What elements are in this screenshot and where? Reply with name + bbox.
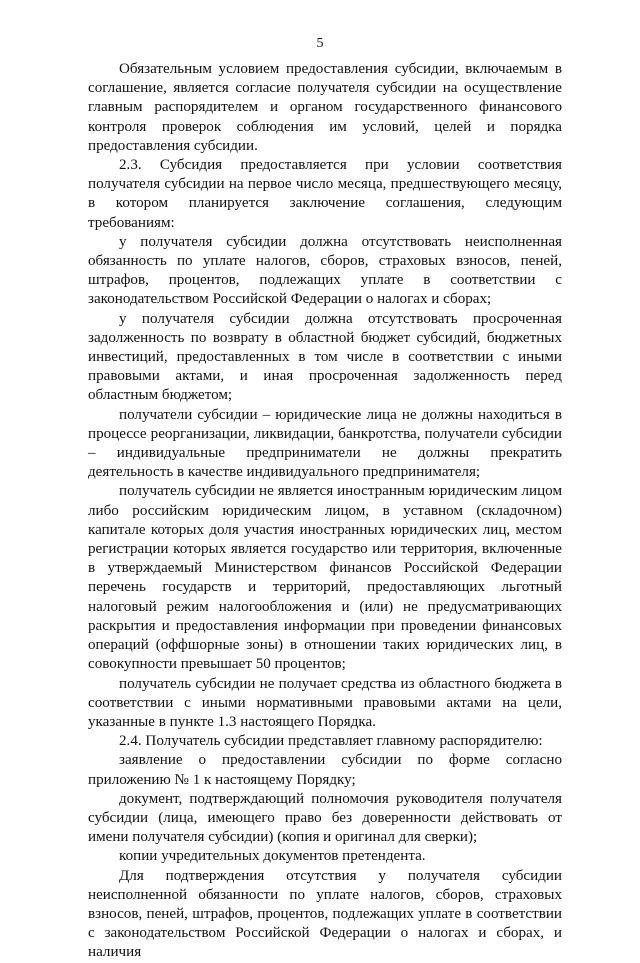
paragraph-requirement-other-funds: получатель субсидии не получает средства из областного бюджета в соответствии с иными нормативными правовыми актами на цели, указанные в пункте 1.3 настоящего Порядка. — [88, 675, 562, 730]
paragraph-application: заявление о предоставлении субсидии по форме согласно приложению № 1 к настоящему Порядку; — [88, 752, 562, 788]
page-number: 5 — [316, 36, 324, 51]
paragraph-authority-document: документ, подтверждающий полномочия руководителя получателя субсидии (лица, имеющего право без доверенности действовать от имени получателя субсидии) (копия и оригинал для сверки); — [88, 790, 562, 846]
paragraph-founding-documents: копии учредительных документов претендента. — [119, 848, 426, 865]
paragraph-1: Обязательным условием предоставления субсидии, включаемым в соглашение, является согласие получателя субсидии на осуществление главным распорядителем и органом государственного финансового контроля проверок соблюдения им условий, целей и порядка предоставления субсидии. — [88, 61, 562, 154]
paragraph-2-4: 2.4. Получатель субсидии представляет главному распорядителю: — [119, 733, 543, 750]
paragraph-2-3: 2.3. Субсидия предоставляется при условии соответствия получателя субсидии на первое число месяца, предшествующего месяцу, в котором планируется заключение соглашения, следующим требованиям: — [88, 157, 562, 231]
paragraph-confirmation: Для подтверждения отсутствия у получателя субсидии неисполненной обязанности по уплате налогов, сборов, страховых взносов, пеней, штрафов, процентов, подлежащих уплате в соответствии с законодательством Российской Федерации о налогах и сборах, и наличия — [88, 867, 562, 961]
paragraph-requirement-debt: у получателя субсидии должна отсутствовать просроченная задолженность по возврату в областной бюджет субсидий, бюджетных инвестиций, предоставленных в том числе в соответствии с иными правовыми актами, и иная просроченная задолженность перед областным бюджетом; — [88, 310, 562, 404]
paragraph-requirement-foreign-entity: получатель субсидии не является иностранным юридическим лицом либо российским юридическим лицом, в уставном (складочном) капитале которых доля участия иностранных юридических лиц, местом регистрации которых является государство или территория, включенные в утверждаемый Министерством финансов Российской Федерации перечень государств и территорий, предоставляющих льготный налоговый режим налогообложения и (или) не предусматривающих раскрытия и предоставления информации при проведении финансовых операций (оффшорные зоны) в отношении таких юридических лиц, в совокупности превышает 50 процентов; — [88, 483, 562, 673]
paragraph-requirement-taxes: у получателя субсидии должна отсутствовать неисполненная обязанность по уплате налогов, сборов, страховых взносов, пеней, штрафов, процентов, подлежащих уплате в соответствии с законодательством Российской Федерации о налогах и сборах; — [88, 233, 562, 308]
document-body — [88, 60, 562, 963]
paragraph-requirement-reorganization: получатели субсидии – юридические лица не должны находиться в процессе реорганизации, ликвидации, банкротства, получатели субсидии – индивидуальные предприниматели не должны прекратить деятельность в качестве индивидуального предпринимателя; — [88, 406, 562, 481]
